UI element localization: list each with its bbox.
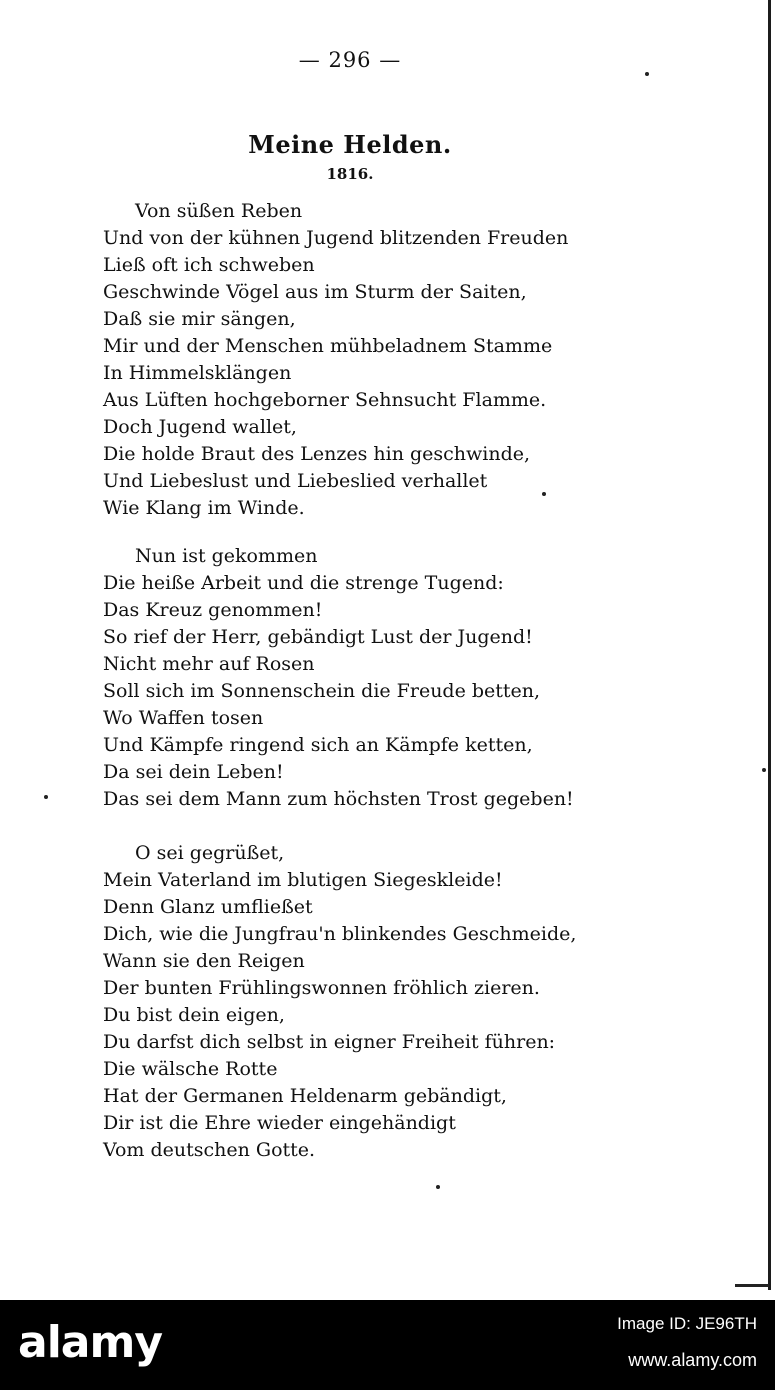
poem-line: Geschwinde Vögel aus im Sturm der Saiten, xyxy=(103,281,527,303)
ink-speck xyxy=(645,72,649,76)
ink-speck xyxy=(44,795,48,799)
poem-line: Nun ist gekommen xyxy=(135,545,318,567)
stanza-2 xyxy=(103,543,663,813)
poem-line: Du bist dein eigen, xyxy=(103,1004,285,1026)
poem-year: 1816. xyxy=(326,165,374,183)
poem-line: O sei gegrüßet, xyxy=(135,842,285,864)
poem-line: Da sei dein Leben! xyxy=(103,761,284,783)
poem-title: Meine Helden. xyxy=(248,130,452,159)
poem-line: Doch Jugend wallet, xyxy=(103,416,297,438)
poem-line: In Himmelsklängen xyxy=(103,362,292,384)
poem-line: Und Liebeslust und Liebeslied verhallet xyxy=(103,470,488,492)
poem-line: Mir und der Menschen mühbeladnem Stamme xyxy=(103,335,553,357)
page-edge-shadow xyxy=(768,0,771,1290)
poem-line: So rief der Herr, gebändigt Lust der Jugend! xyxy=(103,626,533,648)
poem-line: Das Kreuz genommen! xyxy=(103,599,323,621)
stanza-3 xyxy=(103,840,663,1164)
poem-line: Wie Klang im Winde. xyxy=(103,497,305,519)
image-id-label: Image ID: JE96TH xyxy=(617,1314,757,1333)
poem-line: Und von der kühnen Jugend blitzenden Freuden xyxy=(103,227,569,249)
poem-line: Ließ oft ich schweben xyxy=(103,254,315,276)
page-corner-rule xyxy=(735,1284,769,1287)
poem-line: Mein Vaterland im blutigen Siegeskleide! xyxy=(103,869,503,891)
poem-line: Die heiße Arbeit und die strenge Tugend: xyxy=(103,572,504,594)
poem-line: Dich, wie die Jungfrau'n blinkendes Geschmeide, xyxy=(103,923,577,945)
poem-line: Hat der Germanen Heldenarm gebändigt, xyxy=(103,1085,507,1107)
poem-line: Wo Waffen tosen xyxy=(103,707,264,729)
poem-line: Dir ist die Ehre wieder eingehändigt xyxy=(103,1112,456,1134)
site-url-label: www.alamy.com xyxy=(628,1350,757,1370)
poem-line: Vom deutschen Gotte. xyxy=(103,1139,316,1161)
poem-line: Denn Glanz umfließet xyxy=(103,896,313,918)
poem-line: Du darfst dich selbst in eigner Freiheit führen: xyxy=(103,1031,556,1053)
poem-line: Nicht mehr auf Rosen xyxy=(103,653,315,675)
poem-line: Und Kämpfe ringend sich an Kämpfe ketten, xyxy=(103,734,533,756)
page-number: — 296 — xyxy=(298,48,402,72)
poem-line: Das sei dem Mann zum höchsten Trost gegeben! xyxy=(103,788,574,810)
poem-line: Die wälsche Rotte xyxy=(103,1058,278,1080)
poem-line: Wann sie den Reigen xyxy=(103,950,305,972)
stanza-1 xyxy=(103,198,663,522)
poem-line: Der bunten Frühlingswonnen fröhlich zieren. xyxy=(103,977,540,999)
poem-line: Die holde Braut des Lenzes hin geschwinde, xyxy=(103,443,531,465)
alamy-logo: alamy xyxy=(18,1317,162,1368)
ink-speck xyxy=(762,768,766,772)
poem-line: Von süßen Reben xyxy=(135,200,303,222)
ink-speck xyxy=(436,1185,440,1189)
poem-line: Soll sich im Sonnenschein die Freude betten, xyxy=(103,680,541,702)
poem-line: Daß sie mir sängen, xyxy=(103,308,296,330)
ink-speck xyxy=(542,492,546,496)
poem-line: Aus Lüften hochgeborner Sehnsucht Flamme. xyxy=(103,389,547,411)
